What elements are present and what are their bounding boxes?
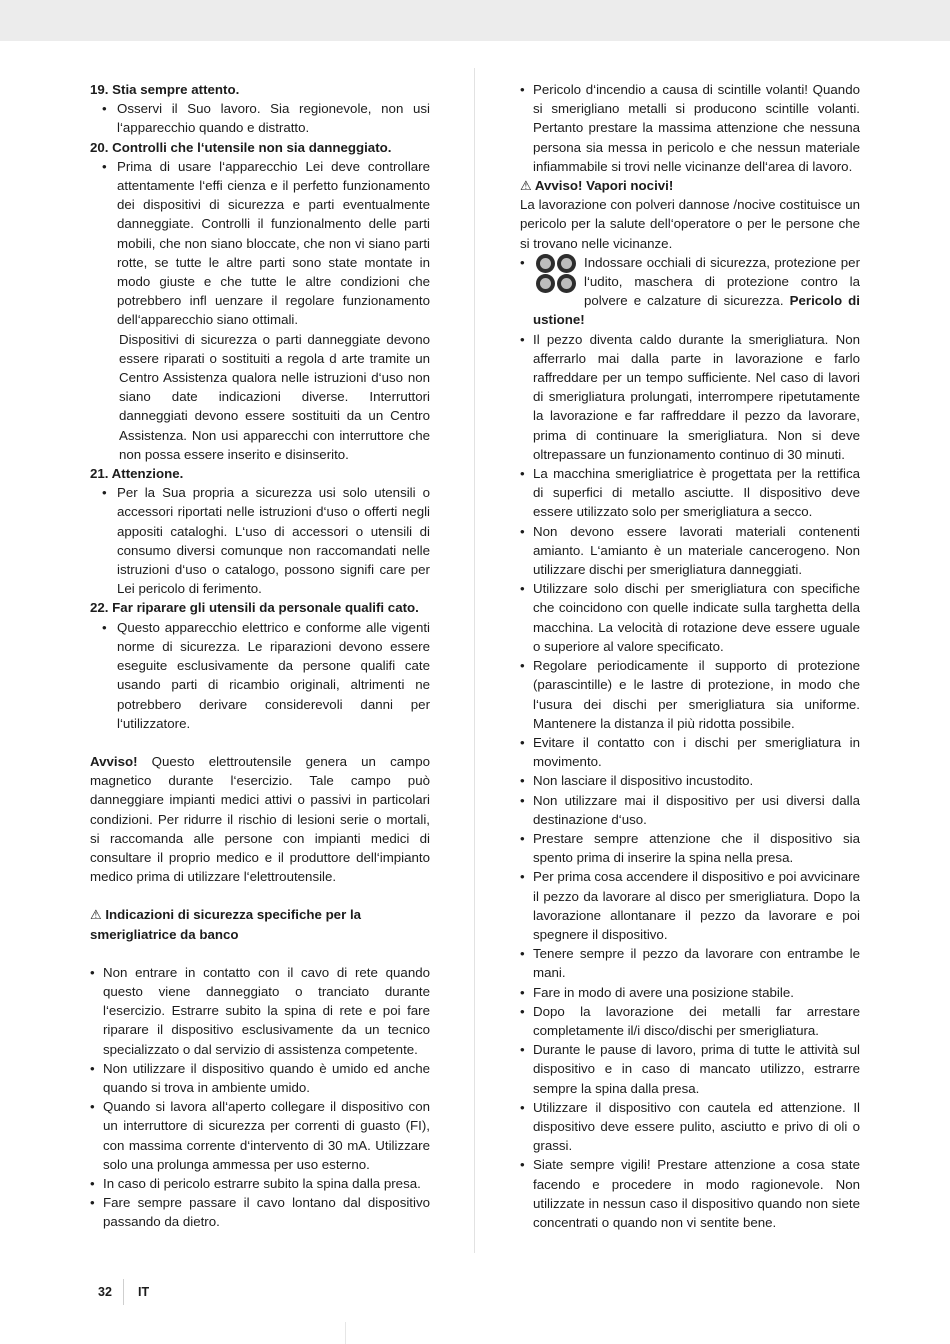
safety-shoes-icon bbox=[557, 274, 576, 293]
warning-triangle-icon: ⚠ bbox=[90, 907, 102, 923]
bullet: • bbox=[90, 1195, 95, 1211]
crop-mark bbox=[345, 1322, 346, 1344]
bullet: • bbox=[520, 830, 525, 846]
bullet: • bbox=[102, 101, 107, 117]
bullet: • bbox=[520, 466, 525, 482]
list-item: • Tenere sempre il pezzo da lavorare con entrambe le mani. bbox=[520, 946, 860, 981]
list-item: • Siate sempre vigili! Prestare attenzione a cosa state facendo e procedere in modo ragionevole. Non utilizzate in nessun caso il dispositivo quando non siete concentrati o quando non vi sentite bene. bbox=[520, 1157, 860, 1230]
list-item: • Non utilizzare il dispositivo quando è umido ed anche quando si trova in ambiente umido. bbox=[90, 1060, 430, 1095]
list-item: • Questo apparecchio elettrico e conforme alle vigenti norme di sicurezza. Le riparazioni devono essere eseguite esclusivamente da persone qualifi cate usando parti di ricambio originali, altrimenti ne potrebbero derivare considerevoli danni per l‘utilizzatore. bbox=[102, 619, 430, 731]
bullet: • bbox=[520, 658, 525, 674]
list-item: • Non lasciare il dispositivo incustodito. bbox=[520, 771, 860, 790]
ear-protection-icon bbox=[557, 254, 576, 273]
bullet: • bbox=[90, 1175, 95, 1191]
safety-goggles-icon bbox=[536, 254, 555, 273]
bullet: • bbox=[102, 619, 107, 635]
list-item: • Fare sempre passare il cavo lontano dal dispositivo passando da dietro. bbox=[90, 1195, 430, 1230]
list-item: • Fare in modo di avere una posizione stabile. bbox=[520, 983, 860, 1002]
page-number: 32 bbox=[98, 1285, 112, 1299]
warning-triangle-icon: ⚠ bbox=[520, 178, 532, 194]
bullet: • bbox=[520, 254, 525, 270]
list-item: • Non entrare in contatto con il cavo di rete quando questo viene danneggiato o tranciato durante l‘esercizio. Estrarre subito la spina di rete e poi fare riparare il dispositivo esclusivamente da un tecnico specializzato o dal servizio di assistenza competente. bbox=[90, 964, 430, 1057]
bullet: • bbox=[102, 485, 107, 501]
bullet: • bbox=[520, 82, 525, 97]
bullet: • bbox=[90, 1099, 95, 1115]
list-item: • Pericolo d‘incendio a causa di scintille volanti! Quando si smerigliano metalli si producono scintille volanti. Pertanto prestare la massima attenzione che nessuna persona sia messa in pericolo e che nessun materiale infiammabile si trovi nelle vicinanze dell‘area di lavoro. bbox=[520, 82, 860, 174]
column-divider bbox=[474, 68, 475, 1253]
bullet: • bbox=[520, 773, 525, 789]
list-item: • Per prima cosa accendere il dispositivo e poi avvicinare il pezzo da lavorare al disco per smerigliatura. Dopo la lavorazione allontanare il pezzo da lavorare e poi spegnere il dispositivo. bbox=[520, 869, 860, 942]
list-item: • Non devono essere lavorati materiali contenenti amianto. L‘amianto è un materiale cancerogeno. Non utilizzare dischi per smerigliatura danneggiati. bbox=[520, 523, 860, 578]
ppe-icons bbox=[534, 253, 580, 293]
bullet: • bbox=[90, 1060, 95, 1076]
list-item: • Indossare occhiali di sicurezza, protezione per l‘udito, maschera di protezione contro la polvere e calzature di sicurezza. Pericolo di ustione! bbox=[520, 254, 860, 328]
bullet: • bbox=[520, 581, 525, 597]
bullet: • bbox=[520, 1157, 525, 1173]
bullet: • bbox=[90, 964, 95, 980]
list-item: • Utilizzare il dispositivo con cautela ed attenzione. Il dispositivo deve essere pulito, asciutto e privo di oli o grassi. bbox=[520, 1099, 860, 1154]
list-item: • Prestare sempre attenzione che il dispositivo sia spento prima di inserire la spina nella presa. bbox=[520, 830, 860, 866]
list-item: • Quando si lavora all‘aperto collegare il dispositivo con un interruttore di sicurezza per correnti di guasto (FI), con massima corrente d‘intervento di 30 mA. Utilizzare solo una prolunga ammessa per uso esterno. bbox=[90, 1099, 430, 1172]
bullet: • bbox=[102, 158, 107, 174]
list-item: • Utilizzare solo dischi per smerigliatura con specifiche che coincidono con quelle indicate sulla targhetta della macchina. La velocità di rotazione deve essere uguale o superiore al valore specificato. bbox=[520, 581, 860, 654]
list-item: • Non utilizzare mai il dispositivo per usi diversi dalla destinazione d‘uso. bbox=[520, 792, 860, 827]
list-item: • Durante le pause di lavoro, prima di tutte le attività sul dispositivo e in caso di mancato utilizzo, estrarre sempre la spina dalla presa. bbox=[520, 1042, 860, 1096]
section-22-title: 22. Far riparare gli utensili da personale qualifi cato. bbox=[90, 600, 419, 616]
right-column bbox=[520, 80, 860, 1232]
list-item: • La macchina smerigliatrice è progettata per la rettifica di superfici di metallo asciutte. Il dispositivo deve essere utilizzato solo per smerigliatura a secco. bbox=[520, 466, 860, 520]
bullet: • bbox=[520, 331, 525, 347]
bullet: • bbox=[520, 946, 525, 962]
list-item: • Per la Sua propria a sicurezza usi solo utensili o accessori riportati nelle istruzioni d‘uso o offerti negli appositi cataloghi. L‘uso di accessori o utensili di consumo diversi comunque non raccomandati nelle istruzioni d‘uso o catalogo, possono signifi care per Lei pericolo di ferimento. bbox=[102, 485, 430, 597]
list-item: • Evitare il contatto con i dischi per smerigliatura in movimento. bbox=[520, 734, 860, 770]
harmful-vapours-text: La lavorazione con polveri dannose /nocive costituisce un pericolo per la salute dell‘operatore o per le persone che si trovano nelle vicinanze. bbox=[520, 197, 860, 251]
section-19-title: 19. Stia sempre attento. bbox=[90, 82, 240, 97]
list-item: • Il pezzo diventa caldo durante la smerigliatura. Non afferrarlo mai dalla parte in lavorazione e farlo raffreddare per un tempo sufficiente. Nel caso di lavori di smerigliatura prolungati, interrompere ripetutamente la lavorazione e far raffreddare il pezzo da lavorare, prima di continuare la smerigliatura. Non si deve oltrepassare un funzionamento continuo di 30 minuti. bbox=[520, 331, 860, 462]
section-21-title: 21. Attenzione. bbox=[90, 466, 184, 482]
bullet: • bbox=[520, 734, 525, 750]
bullet: • bbox=[520, 523, 525, 539]
top-bar bbox=[0, 0, 950, 41]
bullet: • bbox=[520, 1042, 525, 1058]
bullet: • bbox=[520, 1003, 525, 1019]
list-item: • In caso di pericolo estrarre subito la spina dalla presa. bbox=[90, 1174, 430, 1193]
bullet: • bbox=[520, 792, 525, 808]
magnetic-field-warning: Avviso! Questo elettroutensile genera un campo magnetico durante l‘esercizio. Tale campo può danneggiare impianti medici attivi o passivi in particolari condizioni. Per ridurre il rischio di lesioni serie o mortali, si raccomanda alle persone con impianti medici di consultare il proprio medico e il produttore dell‘impianto medico prima di utilizzare l‘elettroutensile. bbox=[90, 753, 430, 885]
warning-label: Avviso! bbox=[90, 753, 138, 769]
bullet: • bbox=[520, 984, 525, 1000]
harmful-vapours-title: ⚠ Avviso! Vapori nocivi! bbox=[520, 178, 674, 194]
left-column bbox=[90, 80, 430, 1232]
section-20-continuation: Dispositivi di sicurezza o parti danneggiate devono essere riparati o sostituiti a regola d arte tramite un Centro Assistenza qualora nelle istruzioni d‘uso non siano date indicazioni diverse. Interruttori danneggiati devono essere sostituiti da un Centro Assistenza. Non usi apparecchi con interruttore che non possa essere inserito e disinserito. bbox=[119, 331, 430, 462]
list-item: • Osservi il Suo lavoro. Sia regionevole, non usi l‘apparecchio quando e distratto. bbox=[102, 101, 430, 136]
list-item: • Dopo la lavorazione dei metalli far arrestare completamente il/i disco/dischi per smerigliatura. bbox=[520, 1003, 860, 1038]
section-20-title: 20. Controlli che l‘utensile non sia danneggiato. bbox=[90, 139, 392, 155]
list-item: • Regolare periodicamente il supporto di protezione (parascintille) e le lastre di protezione, in modo che l‘usura dei dischi per smerigliatura sia uniforme. Mantenere la distanza il più ridotta possibile. bbox=[520, 658, 860, 731]
footer-divider bbox=[123, 1279, 124, 1305]
bullet: • bbox=[520, 869, 525, 885]
language-code: IT bbox=[138, 1285, 150, 1299]
bullet: • bbox=[520, 1099, 525, 1115]
dust-mask-icon bbox=[536, 274, 555, 293]
list-item: • Prima di usare l‘apparecchio Lei deve controllare attentamente l‘effi cienza e il perfetto funzionamento dei dispositivi di sicurezza e parti eventualmente danneggiate. Controlli il funzionalmento delle parti mobili, che non siano bloccate, che non vi siano parti rotte, se tutte le altre parti sono state montate in modo giuste e che tutte le altre condizioni che potrebbero infl uenzare il regolare funzionamento dell‘apparecchio siano ottimali. bbox=[102, 158, 430, 328]
specific-safety-title: ⚠ Indicazioni di sicurezza specifiche per la smerigliatrice da banco bbox=[90, 907, 362, 942]
